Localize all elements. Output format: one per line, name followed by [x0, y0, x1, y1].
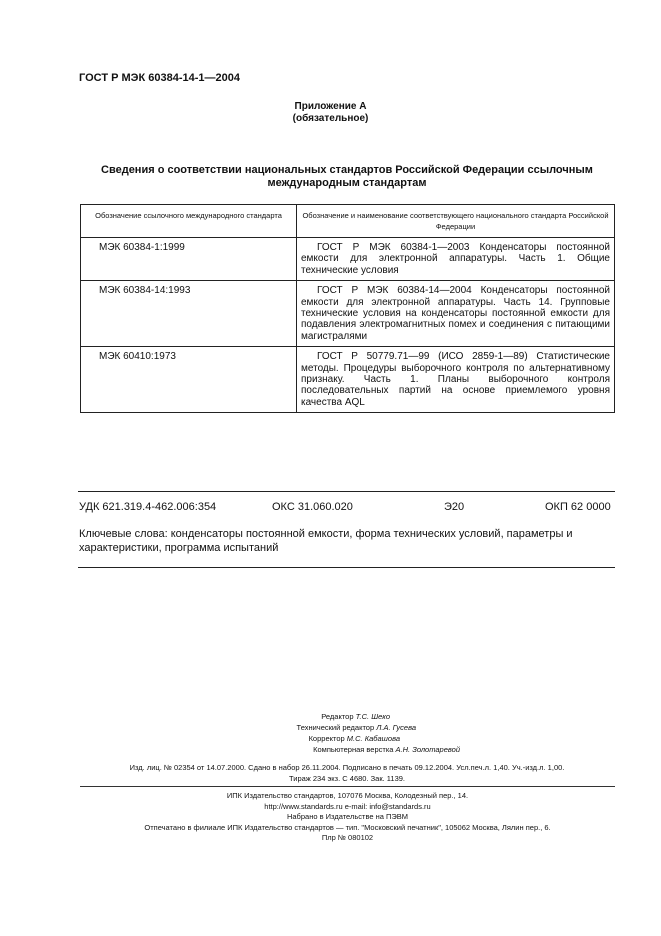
oks-code: ОКС 31.060.020 [272, 501, 353, 513]
imprint [82, 762, 612, 784]
credit-name: А.Н. Золотаревой [395, 745, 460, 754]
divider-bottom [78, 567, 615, 568]
table-row [81, 347, 615, 413]
ref-cell: МЭК 60384-1:1999 [81, 238, 297, 281]
credit-name: Л.А. Гусева [376, 723, 416, 732]
column-header-ref: Обозначение ссылочного международного стандарта [81, 205, 297, 238]
okp-code: ОКП 62 0000 [545, 501, 611, 513]
credit-role: Корректор [308, 734, 345, 743]
udk-code: УДК 621.319.4-462.006:354 [79, 501, 217, 513]
credit-line [150, 734, 400, 744]
credit-line [150, 745, 460, 755]
keywords: Ключевые слова: конденсаторы постоянной емкости, форма технических условий, параметры и характеристики, программа испытаний [79, 528, 573, 554]
imprint-line2: Тираж 234 экз. С 4680. Зак. 1139. [289, 774, 405, 783]
credit-name: М.С. Кабашова [346, 734, 400, 743]
reference-table [80, 204, 615, 413]
credit-role: Компьютерная верстка [313, 745, 394, 754]
publisher-line2: http://www.standards.ru e-mail: info@standards.ru [264, 801, 431, 811]
section-title [80, 164, 614, 190]
publisher-line3: Набрано в Издательстве на ПЭВМ [286, 812, 409, 821]
e-code: Э20 [444, 501, 465, 513]
credit-role: Технический редактор [296, 723, 375, 732]
national-cell: ГОСТ Р 50779.71—99 (ИСО 2859-1—89) Статистические методы. Процедуры выборочного контроля по альтернативному признаку. Часть 1. Планы выборочного контроля последовательных партий на основе приемлемого уровня качества AQL [297, 347, 615, 413]
divider-thin [80, 786, 615, 787]
table-row [81, 281, 615, 347]
table-row [81, 238, 615, 281]
national-cell: ГОСТ Р МЭК 60384-14—2004 Конденсаторы постоянной емкости для электронной аппаратуры. Часть 14. Групповые технические условия на конденсаторы постоянной емкости для подавления электромагнитных помех и соединения с питающими магистралями [297, 281, 615, 347]
document-id: ГОСТ Р МЭК 60384-14-1—2004 [79, 72, 240, 84]
appendix-subtitle: (обязательное) [292, 113, 369, 124]
section-title-line2: международным стандартам [267, 177, 427, 189]
publisher-line4: Отпечатано в филиале ИПК Издательство стандартов — тип. "Московский печатник", 105062 Москва, Лялин пер., 6. [144, 822, 551, 832]
divider-top [78, 491, 615, 492]
imprint-line1: Изд. лиц. № 02354 от 14.07.2000. Сдано в набор 26.11.2004. Подписано в печать 09.12.2004. Усл.печ.л. 1,40. Уч.-изд.л. 1,00. [129, 763, 565, 772]
publisher-line5: Плр № 080102 [321, 833, 374, 842]
ref-cell: МЭК 60384-14:1993 [81, 281, 297, 347]
publisher-line1: ИПК Издательство стандартов, 107076 Москва, Колодезный пер., 14. [226, 791, 469, 800]
table-header-row [81, 205, 615, 238]
national-cell: ГОСТ Р МЭК 60384-1—2003 Конденсаторы постоянной емкости для электронной аппаратуры. Часть 1. Общие технические условия [297, 238, 615, 281]
publisher-block [80, 791, 615, 844]
appendix-heading [0, 101, 661, 125]
credit-role: Редактор [321, 712, 354, 721]
credit-name: Т.С. Шеко [355, 712, 390, 721]
credit-line [150, 712, 390, 722]
ref-cell: МЭК 60410:1973 [81, 347, 297, 413]
section-title-line1: Сведения о соответствии национальных стандартов Российской Федерации ссылочным [101, 164, 593, 176]
appendix-title: Приложение А [294, 101, 367, 112]
column-header-national: Обозначение и наименование соответствующего национального стандарта Российской Федерации [297, 205, 615, 238]
credit-line [150, 723, 416, 733]
